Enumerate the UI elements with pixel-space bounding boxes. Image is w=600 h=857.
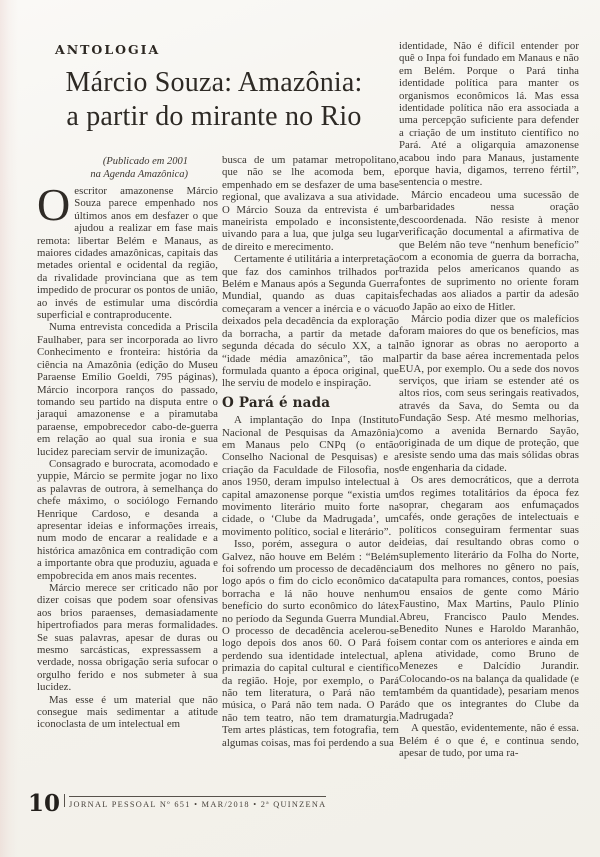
paragraph: Márcio podia dizer que os malefícios foram maiores do que os benefícios, mas não ignorar as obras no aeroporto a partir da base aérea incrementada pelos EUA, por exemplo. Ou a sede dos novos serviços, que iriam se estender até os altos rios, com seus seringais reativados, através da Sava, do Semta ou da Fundação Sesp. Até mesmo melhorias, como a avenida Bernardo Sayão, originada de um dique de proteção, que resiste sendo uma das mais sólidas obras de engenharia da cidade. <box>399 312 579 474</box>
column-1 <box>37 179 219 731</box>
article-title-line1: Márcio Souza: Amazônia: <box>65 67 363 98</box>
page-footer <box>28 792 326 816</box>
paragraph: A implantação do Inpa (Instituto Nacional de Pesquisas da Amazônia) em Manaus pelo CNPq (o então Conselho Nacional de Pesquisas) e a criação da Faculdade de Filosofia, nos anos 1950, deram impulso intelectual à capital amazonense porque “existia um movimento literário muito forte na cidade, o ‘Clube da Madrugada’, um movimento político, social e literário”. <box>222 414 399 538</box>
drop-cap: O <box>37 179 71 230</box>
paragraph: Consagrado e burocrata, acomodado e yuppie, Márcio se permite jogar no lixo as palavras de outrora, à semelhança do chefe máximo, o sociólogo Fernando Henrique Cardoso, e desanda a apresentar ideias e informações irreais, num modo de encarar a realidade e a histórica amazônica em contradição com a importante obra que produziu, aguada e empobrecida em anos mais recentes. <box>37 457 218 582</box>
journal-info: JORNAL PESSOAL Nº 651 • MAR/2018 • 2ª QUINZENA <box>69 796 326 809</box>
paragraph: identidade, Não é difícil entender por quê o Inpa foi fundado em Manaus e não em Belém. Porque o Pará tinha identidade política para manter os organismos econômicos lá. Mas essa identidade política não era associada a uma percepção suficiente para defender a criação de um instituto científico no Pará. Até a oligarquia amazonense acabou indo para Manaus, justamente porque havia, digamos, terreno fértil”, sentencia o mestre. <box>399 40 579 189</box>
paragraph: Mas esse é um material que não consegue mais sedimentar a atitude iconoclasta de um intelectual em <box>37 693 218 731</box>
publication-note <box>37 156 218 181</box>
paragraph: Márcio merece ser criticado não por dizer coisas que podem soar ofensivas aos brios paraenses, demasiadamente hipertrofiados para meras formalidades. Se suas palavras, apesar de duras ou mesmo sarcásticas, expressassem a verdade, nossa obrigação seria sufocar o orgulho ferido e nos submeter à sua lucidez. <box>37 582 218 694</box>
paragraph: Os ares democráticos, que a derrota dos regimes totalitários da época fez soprar, chegaram aos enfumaçados cafés, onde gerações de intelectuais e políticos conseguiram fermentar suas ideias, daí resultando obras como o suplemento literário da Folha do Norte, um dos melhores no gênero no país, catapulta para romances, contos, poesias ou ensaios de gente como Mário Faustino, Max Martins, Paulo Plínio Abreu, Francisco Paulo Mendes. Benedito Nunes e Haroldo Maranhão, sem contar com os anteriores e ainda em plena atividade, como Bruno de Menezes e Dalcídio Jurandir. Colocando-os na balança da qualidade (e também da quantidade), pesariam menos do que os integrantes do Clube da Madrugada? <box>399 474 579 722</box>
paragraph: busca de um patamar metropolitano, que não se lhe acomoda bem, e empenhado em se desfazer de uma base regional, que avalizava a sua atividade. O Márcio Souza da entrevista é um maneirista empolado e inconsistente, uivando para a lua, que julga seu lugar de direito e merecimento. <box>222 154 399 253</box>
page-number: 10 <box>28 790 61 817</box>
column-2 <box>222 154 399 749</box>
paragraph: A questão, evidentemente, não é essa. Belém é o que é, e continua sendo, apesar de tudo, por uma ra- <box>399 722 579 760</box>
section-label: ANTOLOGIA <box>55 42 161 57</box>
subheading: O Pará é nada <box>222 394 331 411</box>
publication-note-line2: na Agenda Amazônica) <box>90 168 188 180</box>
column-3 <box>399 40 579 760</box>
paragraph <box>37 179 219 322</box>
paragraph: Isso, porém, assegura o autor de Galvez, não houve em Belém : “Belém foi sofrendo um processo de decadência logo após o fim do ciclo econômico da borracha e lá não houve nenhum benefício do surto econômico do látex no período da Segunda Guerra Mundial. O processo de decadência acelerou-se logo depois dos anos 60. O Pará foi perdendo sua identidade intelectual, a primazia do capital cultural e científico da região. Hoje, por exemplo, o Pará não tem literatura, o Pará não tem música, o Pará não tem nada. O Pará não tem teatro, não tem dramaturgia. Tem artes plásticas, tem fotografia, tem algumas coisas, mas foi perdendo a sua <box>222 538 399 749</box>
paragraph: Numa entrevista concedida a Priscila Faulhaber, para ser incorporada ao livro Conhecimento e fronteira: história da ciência na Amazônia (edição do Museu Paraense Emílio Goeldi, 795 páginas), Márcio incorpora ranços do passado, tomando seu partido na disputa entre o jaraqui amazonense e a piramutaba paraense, empobrecedor cabo-de-guerra em relação ao qual sua ironia e sua lucidez pareciam servir de imunização. <box>37 321 218 458</box>
paragraph: Certamente é utilitária a interpretação que faz dos caminhos trilhados por Belém e Manaus após a Segunda Guerra Mundial, quando as duas capitais começaram a vencer a inércia e o vácuo deixados pela decadência da exploração da borracha, a partir da metade da segunda década do século XX, a tal “idade média amazônica”, tão mal formulada quanto a época original, que lhe serviu de modelo e inspiração. <box>222 253 400 390</box>
article-title <box>30 66 398 134</box>
paragraph: Márcio encadeou uma sucessão de barbaridades nessa oração descoordenada. Não resiste à menor verificação documental a afirmativa de que Belém não teve “nenhum benefício” com a economia de guerra da borracha, trazida pelos americanos quando as fontes de suprimento no oriente foram fechadas aos aliados a partir da adesão do Japão ao eixo de Hitler. <box>399 188 579 313</box>
article-title-line2: a partir do mirante no Rio <box>66 101 362 132</box>
paragraph-text: escritor amazonense Márcio Souza parece empenhado nos últimos anos em desfazer o que ajudou a realizar em fase mais remota: libertar Belém e Manaus, as maiores cidades amazônicas, capitais das metades oriental e ocidental da região, da rivalidade provinciana que as tem impedido de procurar os pontos de união, ao invés de estimular uma discórdia superficial e contraproducente. <box>37 185 219 322</box>
publication-note-line1: (Publicado em 2001 <box>102 156 188 167</box>
footer-divider <box>64 794 65 807</box>
